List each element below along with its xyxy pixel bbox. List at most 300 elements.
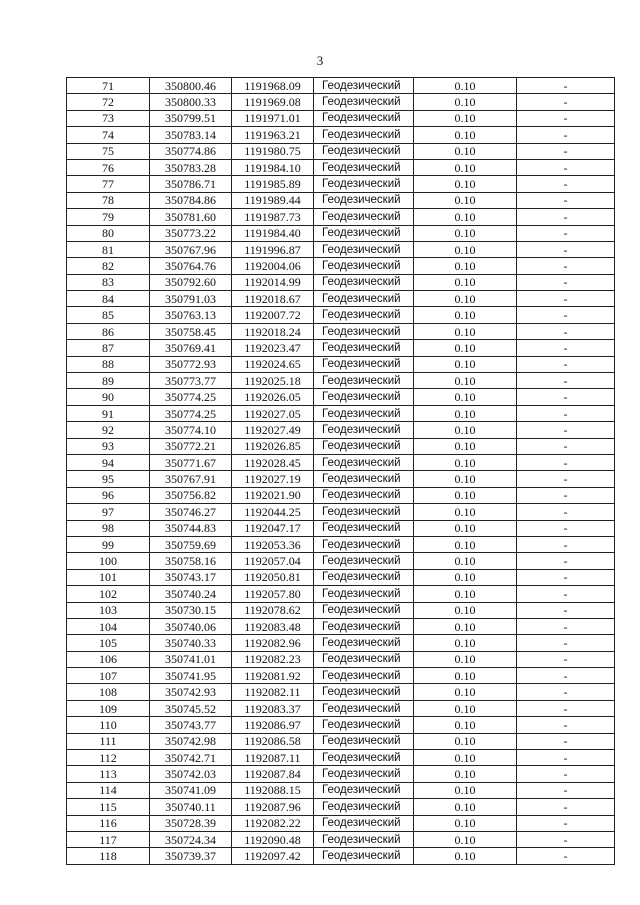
precision-cell: 0.10 [414, 815, 517, 831]
point-number-cell: 103 [67, 602, 150, 618]
precision-cell: 0.10 [414, 422, 517, 438]
point-number-cell: 80 [67, 225, 150, 241]
table-row [67, 569, 615, 585]
x-coordinate-cell: 350774.25 [150, 405, 232, 421]
precision-cell: 0.10 [414, 356, 517, 372]
point-number-cell: 84 [67, 291, 150, 307]
point-number-cell: 71 [67, 78, 150, 94]
y-coordinate-cell: 1192025.18 [232, 373, 314, 389]
precision-cell: 0.10 [414, 553, 517, 569]
point-number-cell: 76 [67, 159, 150, 175]
precision-cell: 0.10 [414, 520, 517, 536]
method-cell: Геодезический [314, 143, 414, 159]
precision-cell: 0.10 [414, 454, 517, 470]
x-coordinate-cell: 350758.16 [150, 553, 232, 569]
y-coordinate-cell: 1191968.09 [232, 78, 314, 94]
y-coordinate-cell: 1192082.96 [232, 635, 314, 651]
y-coordinate-cell: 1192018.24 [232, 323, 314, 339]
table-row [67, 274, 615, 290]
method-cell: Геодезический [314, 389, 414, 405]
method-cell: Геодезический [314, 438, 414, 454]
x-coordinate-cell: 350800.33 [150, 94, 232, 110]
note-cell: - [517, 307, 615, 323]
y-coordinate-cell: 1192053.36 [232, 536, 314, 552]
table-row [67, 766, 615, 782]
precision-cell: 0.10 [414, 176, 517, 192]
table-row [67, 635, 615, 651]
table-row [67, 159, 615, 175]
y-coordinate-cell: 1192028.45 [232, 454, 314, 470]
note-cell: - [517, 717, 615, 733]
note-cell: - [517, 815, 615, 831]
method-cell: Геодезический [314, 782, 414, 798]
table-row [67, 831, 615, 847]
method-cell: Геодезический [314, 127, 414, 143]
x-coordinate-cell: 350791.03 [150, 291, 232, 307]
precision-cell: 0.10 [414, 668, 517, 684]
method-cell: Геодезический [314, 635, 414, 651]
method-cell: Геодезический [314, 356, 414, 372]
table-row [67, 487, 615, 503]
point-number-cell: 99 [67, 536, 150, 552]
precision-cell: 0.10 [414, 602, 517, 618]
method-cell: Геодезический [314, 159, 414, 175]
table-row [67, 373, 615, 389]
x-coordinate-cell: 350767.96 [150, 241, 232, 257]
point-number-cell: 116 [67, 815, 150, 831]
y-coordinate-cell: 1192047.17 [232, 520, 314, 536]
precision-cell: 0.10 [414, 831, 517, 847]
note-cell: - [517, 78, 615, 94]
y-coordinate-cell: 1192004.06 [232, 258, 314, 274]
note-cell: - [517, 766, 615, 782]
method-cell: Геодезический [314, 602, 414, 618]
precision-cell: 0.10 [414, 274, 517, 290]
point-number-cell: 106 [67, 651, 150, 667]
y-coordinate-cell: 1192087.96 [232, 799, 314, 815]
table-row [67, 127, 615, 143]
y-coordinate-cell: 1192050.81 [232, 569, 314, 585]
precision-cell: 0.10 [414, 848, 517, 864]
x-coordinate-cell: 350786.71 [150, 176, 232, 192]
point-number-cell: 93 [67, 438, 150, 454]
note-cell: - [517, 586, 615, 602]
point-number-cell: 110 [67, 717, 150, 733]
method-cell: Геодезический [314, 750, 414, 766]
table-row [67, 209, 615, 225]
point-number-cell: 88 [67, 356, 150, 372]
precision-cell: 0.10 [414, 717, 517, 733]
method-cell: Геодезический [314, 94, 414, 110]
y-coordinate-cell: 1192026.85 [232, 438, 314, 454]
y-coordinate-cell: 1191969.08 [232, 94, 314, 110]
point-number-cell: 81 [67, 241, 150, 257]
table-row [67, 553, 615, 569]
note-cell: - [517, 635, 615, 651]
y-coordinate-cell: 1192027.19 [232, 471, 314, 487]
table-row [67, 782, 615, 798]
method-cell: Геодезический [314, 504, 414, 520]
table-row [67, 438, 615, 454]
point-number-cell: 85 [67, 307, 150, 323]
point-number-cell: 118 [67, 848, 150, 864]
table-row [67, 717, 615, 733]
precision-cell: 0.10 [414, 307, 517, 323]
x-coordinate-cell: 350763.13 [150, 307, 232, 323]
note-cell: - [517, 258, 615, 274]
y-coordinate-cell: 1192083.37 [232, 700, 314, 716]
method-cell: Геодезический [314, 225, 414, 241]
x-coordinate-cell: 350743.17 [150, 569, 232, 585]
method-cell: Геодезический [314, 618, 414, 634]
note-cell: - [517, 389, 615, 405]
method-cell: Геодезический [314, 799, 414, 815]
table-row [67, 799, 615, 815]
point-number-cell: 87 [67, 340, 150, 356]
precision-cell: 0.10 [414, 733, 517, 749]
table-row [67, 405, 615, 421]
table-row [67, 815, 615, 831]
table-row [67, 225, 615, 241]
table-row [67, 651, 615, 667]
precision-cell: 0.10 [414, 323, 517, 339]
point-number-cell: 83 [67, 274, 150, 290]
table-row [67, 668, 615, 684]
y-coordinate-cell: 1192088.15 [232, 782, 314, 798]
point-number-cell: 75 [67, 143, 150, 159]
y-coordinate-cell: 1192007.72 [232, 307, 314, 323]
x-coordinate-cell: 350774.86 [150, 143, 232, 159]
point-number-cell: 95 [67, 471, 150, 487]
precision-cell: 0.10 [414, 110, 517, 126]
y-coordinate-cell: 1192027.49 [232, 422, 314, 438]
x-coordinate-cell: 350792.60 [150, 274, 232, 290]
x-coordinate-cell: 350759.69 [150, 536, 232, 552]
coordinates-table [66, 77, 615, 865]
point-number-cell: 97 [67, 504, 150, 520]
table-row [67, 733, 615, 749]
table-row [67, 291, 615, 307]
table-row [67, 258, 615, 274]
method-cell: Геодезический [314, 717, 414, 733]
method-cell: Геодезический [314, 258, 414, 274]
point-number-cell: 108 [67, 684, 150, 700]
y-coordinate-cell: 1192057.80 [232, 586, 314, 602]
note-cell: - [517, 487, 615, 503]
method-cell: Геодезический [314, 422, 414, 438]
method-cell: Геодезический [314, 373, 414, 389]
point-number-cell: 107 [67, 668, 150, 684]
precision-cell: 0.10 [414, 143, 517, 159]
method-cell: Геодезический [314, 405, 414, 421]
method-cell: Геодезический [314, 831, 414, 847]
x-coordinate-cell: 350742.71 [150, 750, 232, 766]
x-coordinate-cell: 350742.98 [150, 733, 232, 749]
note-cell: - [517, 192, 615, 208]
x-coordinate-cell: 350784.86 [150, 192, 232, 208]
method-cell: Геодезический [314, 110, 414, 126]
precision-cell: 0.10 [414, 635, 517, 651]
note-cell: - [517, 373, 615, 389]
x-coordinate-cell: 350743.77 [150, 717, 232, 733]
y-coordinate-cell: 1192087.84 [232, 766, 314, 782]
y-coordinate-cell: 1192083.48 [232, 618, 314, 634]
note-cell: - [517, 340, 615, 356]
x-coordinate-cell: 350740.06 [150, 618, 232, 634]
precision-cell: 0.10 [414, 766, 517, 782]
point-number-cell: 89 [67, 373, 150, 389]
point-number-cell: 91 [67, 405, 150, 421]
point-number-cell: 114 [67, 782, 150, 798]
point-number-cell: 96 [67, 487, 150, 503]
table-row [67, 536, 615, 552]
x-coordinate-cell: 350783.14 [150, 127, 232, 143]
method-cell: Геодезический [314, 536, 414, 552]
y-coordinate-cell: 1191996.87 [232, 241, 314, 257]
method-cell: Геодезический [314, 454, 414, 470]
x-coordinate-cell: 350724.34 [150, 831, 232, 847]
x-coordinate-cell: 350730.15 [150, 602, 232, 618]
note-cell: - [517, 94, 615, 110]
x-coordinate-cell: 350771.67 [150, 454, 232, 470]
table-row [67, 618, 615, 634]
note-cell: - [517, 733, 615, 749]
table-row [67, 307, 615, 323]
precision-cell: 0.10 [414, 94, 517, 110]
point-number-cell: 72 [67, 94, 150, 110]
point-number-cell: 73 [67, 110, 150, 126]
table-row [67, 471, 615, 487]
point-number-cell: 113 [67, 766, 150, 782]
y-coordinate-cell: 1191984.10 [232, 159, 314, 175]
note-cell: - [517, 618, 615, 634]
x-coordinate-cell: 350769.41 [150, 340, 232, 356]
note-cell: - [517, 209, 615, 225]
x-coordinate-cell: 350741.95 [150, 668, 232, 684]
note-cell: - [517, 471, 615, 487]
y-coordinate-cell: 1192086.97 [232, 717, 314, 733]
table-row [67, 700, 615, 716]
point-number-cell: 98 [67, 520, 150, 536]
x-coordinate-cell: 350745.52 [150, 700, 232, 716]
method-cell: Геодезический [314, 815, 414, 831]
table-row [67, 176, 615, 192]
x-coordinate-cell: 350740.24 [150, 586, 232, 602]
point-number-cell: 115 [67, 799, 150, 815]
table-row [67, 422, 615, 438]
x-coordinate-cell: 350773.77 [150, 373, 232, 389]
y-coordinate-cell: 1192021.90 [232, 487, 314, 503]
precision-cell: 0.10 [414, 291, 517, 307]
method-cell: Геодезический [314, 471, 414, 487]
table-row [67, 602, 615, 618]
note-cell: - [517, 782, 615, 798]
precision-cell: 0.10 [414, 258, 517, 274]
point-number-cell: 79 [67, 209, 150, 225]
y-coordinate-cell: 1191963.21 [232, 127, 314, 143]
x-coordinate-cell: 350742.93 [150, 684, 232, 700]
precision-cell: 0.10 [414, 684, 517, 700]
method-cell: Геодезический [314, 569, 414, 585]
method-cell: Геодезический [314, 274, 414, 290]
x-coordinate-cell: 350742.03 [150, 766, 232, 782]
point-number-cell: 74 [67, 127, 150, 143]
point-number-cell: 102 [67, 586, 150, 602]
table-row [67, 356, 615, 372]
page-number: 3 [316, 53, 324, 68]
precision-cell: 0.10 [414, 192, 517, 208]
x-coordinate-cell: 350764.76 [150, 258, 232, 274]
y-coordinate-cell: 1191980.75 [232, 143, 314, 159]
precision-cell: 0.10 [414, 618, 517, 634]
precision-cell: 0.10 [414, 373, 517, 389]
table-row [67, 750, 615, 766]
y-coordinate-cell: 1192057.04 [232, 553, 314, 569]
table-row [67, 110, 615, 126]
x-coordinate-cell: 350746.27 [150, 504, 232, 520]
method-cell: Геодезический [314, 520, 414, 536]
method-cell: Геодезический [314, 176, 414, 192]
note-cell: - [517, 274, 615, 290]
x-coordinate-cell: 350741.09 [150, 782, 232, 798]
y-coordinate-cell: 1191971.01 [232, 110, 314, 126]
note-cell: - [517, 159, 615, 175]
method-cell: Геодезический [314, 307, 414, 323]
x-coordinate-cell: 350744.83 [150, 520, 232, 536]
point-number-cell: 104 [67, 618, 150, 634]
note-cell: - [517, 602, 615, 618]
point-number-cell: 94 [67, 454, 150, 470]
y-coordinate-cell: 1192082.23 [232, 651, 314, 667]
method-cell: Геодезический [314, 209, 414, 225]
x-coordinate-cell: 350739.37 [150, 848, 232, 864]
note-cell: - [517, 405, 615, 421]
point-number-cell: 100 [67, 553, 150, 569]
method-cell: Геодезический [314, 340, 414, 356]
note-cell: - [517, 438, 615, 454]
point-number-cell: 112 [67, 750, 150, 766]
note-cell: - [517, 422, 615, 438]
y-coordinate-cell: 1192081.92 [232, 668, 314, 684]
method-cell: Геодезический [314, 323, 414, 339]
note-cell: - [517, 750, 615, 766]
y-coordinate-cell: 1192090.48 [232, 831, 314, 847]
precision-cell: 0.10 [414, 536, 517, 552]
precision-cell: 0.10 [414, 750, 517, 766]
note-cell: - [517, 291, 615, 307]
precision-cell: 0.10 [414, 487, 517, 503]
note-cell: - [517, 831, 615, 847]
point-number-cell: 101 [67, 569, 150, 585]
precision-cell: 0.10 [414, 471, 517, 487]
table-row [67, 848, 615, 864]
note-cell: - [517, 143, 615, 159]
y-coordinate-cell: 1192026.05 [232, 389, 314, 405]
precision-cell: 0.10 [414, 340, 517, 356]
method-cell: Геодезический [314, 241, 414, 257]
method-cell: Геодезический [314, 766, 414, 782]
y-coordinate-cell: 1192097.42 [232, 848, 314, 864]
note-cell: - [517, 651, 615, 667]
y-coordinate-cell: 1191987.73 [232, 209, 314, 225]
method-cell: Геодезический [314, 651, 414, 667]
note-cell: - [517, 127, 615, 143]
x-coordinate-cell: 350740.11 [150, 799, 232, 815]
table-row [67, 340, 615, 356]
table-row [67, 192, 615, 208]
y-coordinate-cell: 1192087.11 [232, 750, 314, 766]
table-row [67, 684, 615, 700]
precision-cell: 0.10 [414, 127, 517, 143]
y-coordinate-cell: 1191984.40 [232, 225, 314, 241]
precision-cell: 0.10 [414, 438, 517, 454]
method-cell: Геодезический [314, 684, 414, 700]
precision-cell: 0.10 [414, 159, 517, 175]
table-row [67, 78, 615, 94]
note-cell: - [517, 553, 615, 569]
note-cell: - [517, 799, 615, 815]
x-coordinate-cell: 350740.33 [150, 635, 232, 651]
x-coordinate-cell: 350781.60 [150, 209, 232, 225]
y-coordinate-cell: 1192086.58 [232, 733, 314, 749]
point-number-cell: 90 [67, 389, 150, 405]
point-number-cell: 77 [67, 176, 150, 192]
note-cell: - [517, 323, 615, 339]
note-cell: - [517, 848, 615, 864]
method-cell: Геодезический [314, 553, 414, 569]
method-cell: Геодезический [314, 700, 414, 716]
x-coordinate-cell: 350772.21 [150, 438, 232, 454]
point-number-cell: 111 [67, 733, 150, 749]
point-number-cell: 92 [67, 422, 150, 438]
x-coordinate-cell: 350774.10 [150, 422, 232, 438]
y-coordinate-cell: 1192023.47 [232, 340, 314, 356]
note-cell: - [517, 225, 615, 241]
precision-cell: 0.10 [414, 651, 517, 667]
note-cell: - [517, 504, 615, 520]
y-coordinate-cell: 1192082.11 [232, 684, 314, 700]
x-coordinate-cell: 350783.28 [150, 159, 232, 175]
precision-cell: 0.10 [414, 225, 517, 241]
table-row [67, 94, 615, 110]
note-cell: - [517, 668, 615, 684]
method-cell: Геодезический [314, 848, 414, 864]
table-row [67, 143, 615, 159]
y-coordinate-cell: 1192014.99 [232, 274, 314, 290]
table-row [67, 241, 615, 257]
precision-cell: 0.10 [414, 209, 517, 225]
y-coordinate-cell: 1192078.62 [232, 602, 314, 618]
method-cell: Геодезический [314, 668, 414, 684]
y-coordinate-cell: 1191985.89 [232, 176, 314, 192]
y-coordinate-cell: 1192027.05 [232, 405, 314, 421]
coordinates-table-body [67, 78, 615, 865]
precision-cell: 0.10 [414, 782, 517, 798]
table-row [67, 323, 615, 339]
table-row [67, 454, 615, 470]
precision-cell: 0.10 [414, 569, 517, 585]
method-cell: Геодезический [314, 192, 414, 208]
y-coordinate-cell: 1192024.65 [232, 356, 314, 372]
table-row [67, 504, 615, 520]
method-cell: Геодезический [314, 291, 414, 307]
note-cell: - [517, 569, 615, 585]
y-coordinate-cell: 1192018.67 [232, 291, 314, 307]
y-coordinate-cell: 1191989.44 [232, 192, 314, 208]
x-coordinate-cell: 350728.39 [150, 815, 232, 831]
x-coordinate-cell: 350773.22 [150, 225, 232, 241]
x-coordinate-cell: 350774.25 [150, 389, 232, 405]
